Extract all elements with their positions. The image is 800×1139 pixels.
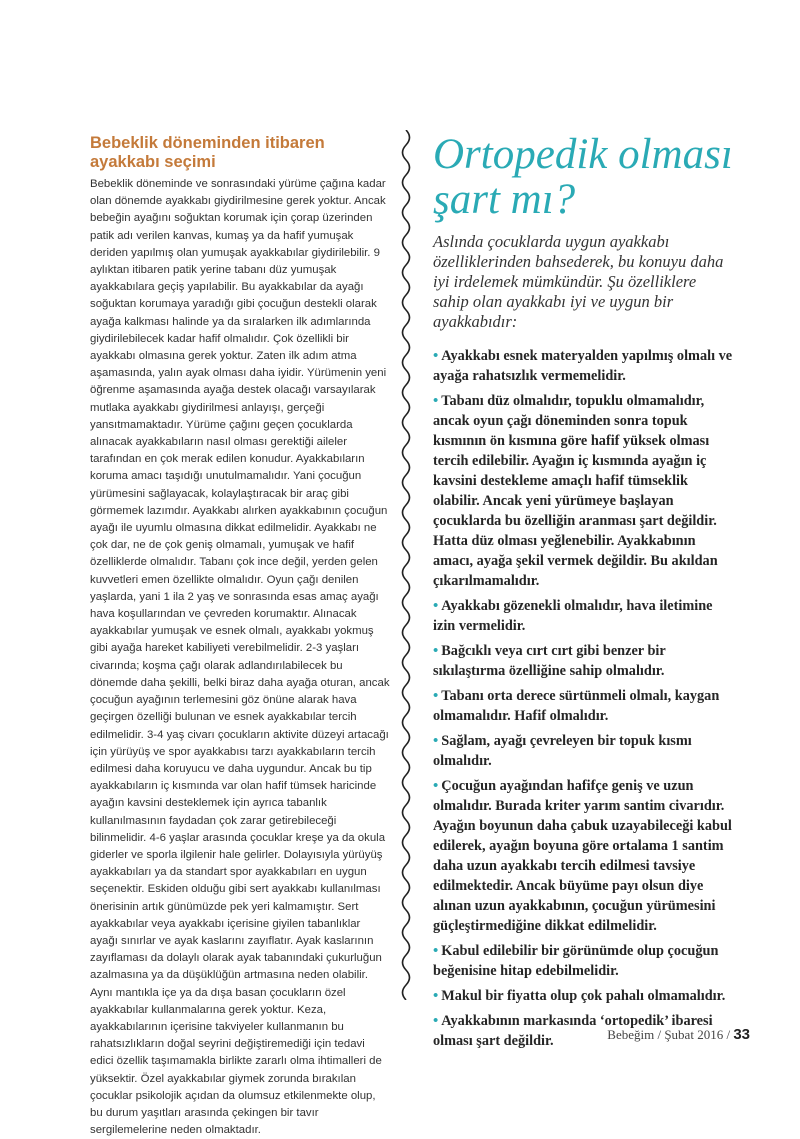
bullet-dot-icon: • [433,943,439,959]
bullet-dot-icon: • [433,1013,439,1029]
list-item: • Ayakkabının markasında ‘ortopedik’ ibaresi olması şart değildir. [433,1013,713,1049]
list-item: • Bağcıklı veya cırt cırt gibi benzer bir sıkılaştırma özelliğine sahip olmalıdır. [433,643,666,679]
intro-text: Aslında çocuklarda uygun ayakkabı özelliklerinden bahsederek, bu konuyu daha iyi irdelemek mümkündür. Şu özelliklere sahip olan ayakkabı iyi ve uygun bir ayakkabıdır: [433,232,724,331]
page-footer [607,1026,750,1043]
list-item: • Sağlam, ayağı çevreleyen bir topuk kısmı olmalıdır. [433,733,692,769]
article-title: Ortopedik olması şart mı? [433,131,733,223]
magazine-name: Bebeğim / Şubat 2016 / [607,1027,731,1042]
list-item: • Makul bir fiyatta olup çok pahalı olmamalıdır. [433,988,726,1004]
list-item: • Tabanı orta derece sürtünmeli olmalı, kaygan olmamalıdır. Hafif olmalıdır. [433,688,720,724]
bullet-dot-icon: • [433,778,439,794]
bullet-dot-icon: • [433,733,439,749]
list-item: • Ayakkabı gözenekli olmalıdır, hava iletimine izin vermelidir. [433,598,713,634]
bullet-dot-icon: • [433,988,439,1004]
bullet-dot-icon: • [433,598,439,614]
article-body: Bebeklik döneminde ve sonrasındaki yürüme çağına kadar olan dönemde ayakkabı giydirilmesine gerek yoktur. Ancak bebeğin ayağını soğuktan korumak için çorap üzerinden patik adı verilen kanvas, kumaş ya da hafif yumuşak deriden yapılmış olan yumuşak ayakkabılar giydirilebilir. 9 aylıktan itibaren patik yerine tabanı düz yumuşak ayakkabılara geçiş yapılabilir. Bu ayakkabılar da ayağı soğuktan korumaya yaradığı gibi çocuğun destekli olarak ayağa kalkması halinde ya da sıralarken ilk adımlarında giydirilebilecek kadar hafif olmalıdır. Çok özellikli bir ayakkabı olmasına gerek yoktur. Zaten ilk adım atma aşamasında, yalın ayak olması daha iyidir. Yürümenin yeni öğrenme aşamasında ayağa destek olacağı varsayılarak mutlaka ayakkabı giydirilmesi anlayışı, gerçeği yansıtmamaktadır. Yürüme çağını geçen çocuklarda alınacak ayakkabıların nasıl olması gerektiği aileler tarafından en çok merak edilen konudur. Ayakkabıların koruma amacı taşıdığı unutulmamalıdır. Yani çocuğun yürümesini sağlayacak, kolaylaştıracak bir araç gibi görmemek lazımdır. Ayakkabı alırken ayakkabının çocuğun ayağı ile uyumlu olmasına dikkat edilmelidir. Ayakkabı ne çok dar, ne de çok geniş olmamalı, yumuşak ve hafif özelliklerde olmalıdır. Tabanı çok ince değil, yerden gelen kuvvetleri emen özellikte olmalıdır. Oyun çağı denilen yaşlarda, yani 1 ila 2 yaş ve sonrasında esas amaç ayağı hava koşullarından ve çevreden korumaktır. Alınacak ayakkabılar yumuşak ve esnek olmalı, ayakkabı yokmuş gibi ayağa hareket kabiliyeti verebilmelidir. 2-3 yaşları civarında; koşma çağı olarak adlandırılabilecek bu dönemde daha şekilli, belki biraz daha ayağa oturan, ancak çocuğun ayağının terlemesini göz önüne alarak hava geçirgen özelliği bulunan ve esnek ayakkabılar tercih edilmelidir. 3-4 yaş civarı çocukların aktivite düzeyi artacağı için yürüyüş ve spor ayakkabısı tarzı ayakkabıların tercih edilmesi daha koruyucu ve daha uygundur. Ancak bu tip ayakkabıların iç kısmında var olan hafif tümsek haricinde ayağın kavsini desteklemek için ayrıca tabanlık kullanılmasının faydadan çok zarar getirebileceği bilinmelidir. 4-6 yaşlar arasında çocuklar kreşe ya da okula giderler ve sporla ilgilenir hale gelirler. Dolayısıyla yürüyüş ayakkabıları ya da standart spor ayakkabıları en uygun seçenektir. Eskiden olduğu gibi sert ayakkabı kullanılması önerisinin artık günümüzde pek yeri kalmamıştır. Sert ayakkabılar veya ayakkabı içerisine giyilen tabanlıklar ayağı sınırlar ve ayak kaslarını zayıflatır. Ayak kaslarının zayıflaması da dolaylı olarak ayak tabanındaki çukurluğun azalmasına ya da düşüklüğün artmasına neden olabilir. Aynı mantıkla içe ya da dışa basan çocukların özel ayakkabılar kullanmalarına gerek yoktur. Keza, ayakkabılarının içerisine takviyeler kullanmanın bu rahatsızlıkların doğal seyrini değiştiremediği için tedavi edici özellik taşımamakla birlikte zararlı olma ihtimalleri de yüksektir. Özel ayakkabılar giymek zorunda bırakılan çocuklar psikolojik açıdan da olumsuz etkilenmekte olup, bu durum yaşıtları arasında çekingen bir tavır sergilemelerine neden olmaktadır. [90,178,390,1137]
bullet-dot-icon: • [433,393,439,409]
list-item: • Çocuğun ayağından hafifçe geniş ve uzun olmalıdır. Burada kriter yarım santim civarıdır. Ayağın boyunun daha çabuk uzayabileceği kabul edilerek, ayağın boyuna göre ortalama 1 santim daha uzun ayakkabı tercih edilmesi tavsiye edilmektedir. Ancak büyüme payı olsun diye alınan uzun ayakkabının, çocuğun yürümesini güçleştirmediğine dikkat edilmelidir. [433,778,732,934]
right-column [433,132,733,1056]
bullet-dot-icon: • [433,348,439,364]
list-item: • Kabul edilebilir bir görünümde olup çocuğun beğenisine hitap edebilmelidir. [433,943,719,979]
left-column [90,134,390,1139]
bullet-dot-icon: • [433,643,439,659]
section-heading: Bebeklik döneminden itibaren ayakkabı seçimi [90,134,325,171]
page-number: 33 [733,1026,750,1043]
feature-list [433,346,733,1051]
bullet-dot-icon: • [433,688,439,704]
list-item: • Tabanı düz olmalıdır, topuklu olmamalıdır, ancak oyun çağı döneminden sonra topuk kısmının ön kısmına göre hafif yüksek olması tercih edilebilir. Ayağın iç kısmında ayağın iç kavsini destekleme amaçlı hafif tümseklik olabilir. Ancak yeni yürümeye başlayan çocuklarda bu özelliğin aranması şart değildir. Hatta düz olması yeğlenebilir. Ayakkabının amacı, ayağa şekil vermek değildir. Bu akıldan çıkarılmamalıdır. [433,393,718,589]
list-item: • Ayakkabı esnek materyalden yapılmış olmalı ve ayağa rahatsızlık vermemelidir. [433,348,733,384]
wavy-divider [398,130,414,1000]
